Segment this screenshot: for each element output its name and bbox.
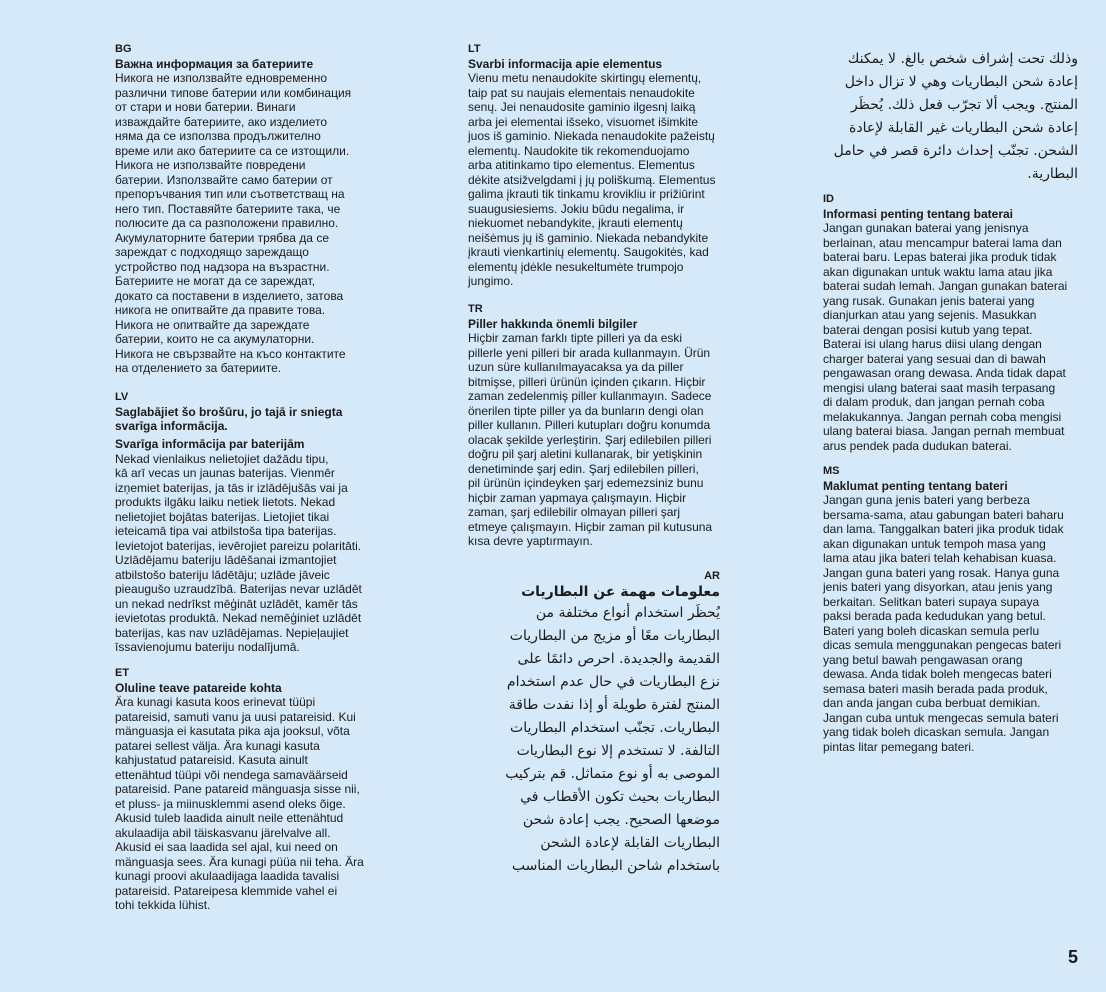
text-line: mänguasja sees. Ära kunagi püüa nii teha. Ära — [115, 854, 364, 869]
text-line: устройство под надзора на възрастни. — [115, 259, 330, 274]
text-line: zaman, şarj edilebilir olmayan pilleri şarj — [468, 505, 681, 519]
text-line: produkts ilgāku laiku netiek lietots. Nekad — [115, 495, 336, 509]
text-line: patarei sellest välja. Ära kunagi kasuta — [115, 738, 320, 753]
text-line: Jangan guna jenis bateri yang berbeza — [823, 493, 1030, 507]
section-body — [468, 71, 730, 289]
text-line: galima įkrauti tik tinkamu krovikliu ir prižiūrint — [468, 187, 705, 201]
text-line: yang tidak boleh dicaskan semula. Jangan — [823, 725, 1050, 739]
section-bg — [115, 42, 377, 376]
text-line: Hiçbir zaman farklı tipte pilleri ya da eski — [468, 331, 683, 345]
section-body — [458, 602, 720, 878]
text-line: Jangan gunakan baterai yang jenisnya — [823, 221, 1029, 235]
text-line: المنتج لفترة طويلة أو إذا نفدت طاقة — [508, 696, 720, 713]
text-line: denetiminde şarj edin. Şarj edilebilen pilleri, — [468, 461, 699, 476]
text-line: taip pat su naujais elementais nenaudokite — [468, 85, 695, 100]
text-line: pintas litar pemegang bateri. — [823, 739, 975, 754]
text-line: البطاريات معًا أو مزيج من البطاريات — [509, 627, 720, 644]
text-line: المنتج. ويجب ألا تجرّب فعل ذلك. يُحظَر — [851, 96, 1078, 113]
text-line: un nekad nedrīkst mēģināt uzlādēt, kamēr tās — [115, 596, 358, 611]
text-line: dan anda jangan cuba berbuat demikian. — [823, 696, 1041, 710]
text-line: įkrauti vienkartinių elementų. Saugokitės, kad — [468, 245, 709, 259]
text-line: Никога не използвайте едновременно — [115, 71, 328, 85]
text-line: Никога не свързвайте на късо контактите — [115, 346, 346, 361]
language-code: ET — [115, 667, 130, 679]
text-line: батерии. Използвайте само батерии от — [115, 172, 333, 187]
text-line: semasa bateri masih berada pada produk, — [823, 681, 1048, 696]
text-line: berlainan, atau mencampur baterai lama dan — [823, 235, 1062, 250]
section-ms — [823, 464, 1085, 754]
section-body — [115, 452, 377, 655]
section-intro — [115, 405, 377, 434]
text-line: dan lama. Tanggalkan bateri jika produk tidak — [823, 522, 1064, 536]
text-line: إعادة شحن البطاريات غير القابلة لإعادة — [849, 119, 1078, 136]
language-code: TR — [468, 303, 483, 315]
text-line: الموصى به أو نوع متماثل. قم بتركيب — [505, 765, 720, 782]
text-line: arba jei elementai išseko, visuomet išimkite — [468, 114, 699, 129]
section-title: Svarbi informacija apie elementus — [468, 56, 663, 71]
text-line: tohi tekkida lühist. — [115, 898, 211, 912]
text-line: няма да се използва продължително — [115, 129, 321, 143]
text-line: charger baterai yang sesuai dan di bawah — [823, 351, 1046, 366]
text-line: jungimo. — [468, 274, 514, 288]
text-line: kahjustatud patareisid. Kasuta ainult — [115, 753, 308, 767]
text-line: وذلك تحت إشراف شخص بالغ. لا يمكنك — [847, 50, 1078, 67]
text-line: olacak şekilde yerleştirin. Şarj edilebilen pilleri — [468, 432, 712, 447]
text-line: Bateri yang boleh dicaskan semula perlu — [823, 623, 1040, 638]
text-line: īssavienojumu bateriju nodalījumā. — [115, 640, 300, 654]
page-number: 5 — [1067, 947, 1078, 967]
text-line: mänguasja ei kasutata pika aja jooksul, võta — [115, 724, 350, 738]
text-line: Akusid tuleb laadida ainult neile ettenähtud — [115, 811, 344, 825]
text-line: svarīga informācija. — [115, 419, 228, 433]
section-title: Informasi penting tentang baterai — [823, 206, 1014, 221]
text-line: pengawasan orang dewasa. Anda tidak dapat — [823, 366, 1066, 380]
text-line: kunagi proovi akulaadijaga laadida tavalisi — [115, 869, 340, 883]
text-line: на отделението за батериите. — [115, 361, 282, 375]
text-line: ettenähtud tüüpi või nendega samaväärseid — [115, 767, 348, 782]
text-line: bersama-sama, atau gabungan bateri baharu — [823, 507, 1064, 522]
text-line: elementų įdėkle nesukeltumėte trumpojo — [468, 259, 684, 274]
text-line: senų. Jei nenaudosite gaminio ilgesnį laiką — [468, 100, 696, 114]
text-line: kısa devre yaptırmayın. — [468, 534, 593, 548]
text-line: البطارية. — [1027, 165, 1078, 182]
section-tr — [468, 302, 730, 549]
text-line: melakukannya. Jangan pernah coba mengisi — [823, 409, 1062, 424]
text-line: uzun süre kullanılmayacaksa ya da piller — [468, 360, 684, 374]
text-line: препоръчвания тип или съответстващ на — [115, 187, 345, 201]
text-line: نزع البطاريات في حال عدم استخدام — [506, 673, 720, 690]
text-line: докато са поставени в изделието, затова — [115, 288, 344, 303]
text-line: موضعها الصحيح. يجب إعادة شحن — [522, 811, 720, 828]
text-line: зареждат с подходящо зареждащо — [115, 245, 309, 259]
text-line: него тип. Поставяйте батериите така, че — [115, 201, 341, 216]
text-line: patareisid. Pane patareid mänguasja sisse nii, — [115, 782, 360, 796]
text-line: Акумулаторните батерии трябва да се — [115, 230, 329, 245]
text-line: Nekad vienlaikus nelietojiet dažādu tipu, — [115, 451, 329, 466]
text-line: elementų. Naudokite tik rekomenduojamo — [468, 143, 690, 158]
text-line: Батериите не могат да се зареждат, — [115, 274, 316, 288]
section-title: Piller hakkında önemli bilgiler — [468, 316, 638, 331]
text-line: Vienu metu nenaudokite skirtingų elementų, — [468, 71, 702, 85]
text-line: etmeye çalışmayın. Hiçbir zaman pil kutusuna — [468, 519, 713, 534]
section-body — [823, 493, 1085, 754]
section-ar — [458, 569, 720, 878]
text-line: Никога не използвайте повредени — [115, 158, 306, 172]
text-line: yang betul bawah pengawasan orang — [823, 652, 1023, 667]
text-line: различни типове батерии или комбинация — [115, 85, 352, 100]
text-line: ulang baterai biasa. Jangan pernah membuat — [823, 424, 1065, 438]
section-ar-continued — [816, 46, 1078, 186]
text-line: neišėmus jų iš gaminio. Niekada nebandykite — [468, 230, 709, 245]
text-line: piller kullanın. Pilleri kutupları doğru konumda — [468, 418, 711, 432]
language-code: MS — [823, 465, 840, 477]
text-line: pil ürünün içindeyken şarj edemezsiniz bunu — [468, 476, 704, 490]
text-line: التالفة. لا تستخدم إلا نوع البطاريات — [516, 742, 720, 759]
text-line: berkaitan. Selitkan bateri supaya supaya — [823, 594, 1040, 609]
text-line: полюсите да са разположени правилно. — [115, 216, 339, 230]
text-line: baterai sudah lemah. Jangan gunakan baterai — [823, 279, 1068, 293]
section-title: معلومات مهمة عن البطاريات — [521, 583, 720, 600]
text-line: önerilen tipte piller ya da bunların dengi olan — [468, 403, 704, 418]
text-line: baterai baru. Lepas baterai jika produk tidak — [823, 250, 1057, 264]
language-code: ID — [823, 193, 834, 205]
section-et — [115, 666, 377, 913]
text-line: mengisi ulang baterai saat masih terpasang — [823, 380, 1056, 395]
text-line: akan digunakan untuk tempoh masa yang — [823, 536, 1046, 551]
text-line: akulaadija abil täiskasvanu järelvalve all. — [115, 825, 331, 840]
text-line: Никога не опитвайте да зареждате — [115, 317, 310, 332]
text-line: البطاريات. تجنّب استخدام البطاريات — [510, 719, 720, 736]
text-line: arus pendek pada dudukan baterai. — [823, 438, 1012, 453]
text-line: bitmişse, pilleri ürünün içinden çıkarın. Hiçbir — [468, 374, 706, 389]
text-line: kā arī vecas un jaunas baterijas. Vienmēr — [115, 466, 335, 480]
text-line: pieaugušo uzraudzībā. Baterijas nevar uzlādēt — [115, 582, 362, 596]
section-lv — [115, 390, 377, 655]
text-line: patareisid. Patareipesa klemmide vahel ei — [115, 883, 338, 898]
language-code: LT — [468, 43, 481, 55]
section-body — [115, 71, 377, 376]
text-line: baterai dengan posisi kutub yang tepat. — [823, 322, 1033, 337]
text-line: juos iš gaminio. Niekada nenaudokite pažeistų — [468, 129, 715, 143]
text-line: Saglabājiet šo brošūru, jo tajā ir sniegta — [115, 404, 343, 419]
section-title: Maklumat penting tentang bateri — [823, 478, 1008, 493]
text-line: doğru pil şarj aletini kullanarak, bir yetişkinin — [468, 447, 703, 461]
text-line: dėkite atsižvelgdami į jų poliškumą. Elementus — [468, 172, 716, 187]
text-line: ievietotas produktā. Nekad nemēģiniet uzlādēt — [115, 611, 362, 625]
text-line: البطاريات بحيث تكون الأقطاب في — [520, 788, 720, 805]
text-line: البطاريات القابلة لإعادة الشحن — [540, 834, 720, 851]
section-title: Важна информация за батериите — [115, 56, 314, 71]
text-line: إعادة شحن البطاريات وهي لا تزال داخل — [844, 73, 1078, 90]
text-line: et pluss- ja miinusklemmi asend oleks õige. — [115, 796, 346, 811]
language-code: BG — [115, 43, 132, 55]
text-line: Jangan cuba untuk mengecas semula bateri — [823, 710, 1059, 725]
text-line: pillerle yeni pilleri bir arada kullanmayın. Ürün — [468, 345, 711, 360]
text-line: baterijas, kas nav uzlādējamas. Nepieļaujiet — [115, 625, 349, 640]
text-line: yang rusak. Gunakan jenis baterai yang — [823, 293, 1035, 308]
text-line: Jangan guna bateri yang rosak. Hanya guna — [823, 565, 1060, 580]
text-line: изваждайте батериите, ако изделието — [115, 114, 328, 129]
text-line: atbilstošo bateriju lādētāju; uzlāde jāveic — [115, 567, 330, 582]
text-line: Ievietojot baterijas, ievērojiet pareizu polaritāti. — [115, 538, 362, 553]
text-line: di dalam produk, dan jangan pernah coba — [823, 395, 1045, 409]
text-line: Uzlādējamu bateriju lādēšanai izmantojiet — [115, 553, 337, 567]
text-line: време или ако батериите са се изтощили. — [115, 143, 350, 158]
text-line: arba atitinkamo tipo elementus. Elementus — [468, 158, 695, 172]
text-line: jenis bateri yang disyorkan, atau jenis yang — [823, 580, 1053, 594]
language-code: AR — [704, 570, 720, 582]
language-code: LV — [115, 391, 129, 403]
section-body — [823, 221, 1085, 453]
text-line: Baterai isi ulang harus diisi ulang dengan — [823, 337, 1042, 351]
text-line: patareisid, samuti vanu ja uusi patareisid. Kui — [115, 709, 356, 724]
text-line: izņemiet baterijas, ja tās ir izlādējušās vai ja — [115, 480, 348, 495]
text-line: akan digunakan untuk waktu lama atau jika — [823, 264, 1053, 279]
text-line: يُحظَر استخدام أنواع مختلفة من — [535, 604, 720, 621]
text-line: dianjurkan atau yang sejenis. Masukkan — [823, 308, 1037, 322]
text-line: ieteicamā tipa vai atbilstoša tipa baterijas. — [115, 524, 337, 538]
text-line: niekuomet nebandykite, įkrauti elementų — [468, 216, 683, 230]
text-line: от стари и нови батерии. Винаги — [115, 100, 296, 114]
text-line: nelietojiet bojātas baterijas. Lietojiet tikai — [115, 509, 330, 524]
text-line: Ära kunagi kasuta koos erinevat tüüpi — [115, 695, 316, 709]
text-line: dewasa. Anda tidak boleh mengecas bateri — [823, 667, 1052, 681]
text-line: zaman zedelenmiş piller kullanmayın. Sadece — [468, 389, 712, 403]
text-line: батерии, които не са акумулаторни. — [115, 332, 315, 346]
text-line: باستخدام شاحن البطاريات المناسب — [511, 857, 720, 874]
text-line: القديمة والجديدة. احرص دائمًا على — [517, 650, 720, 667]
section-title: Svarīga informācija par baterijām — [115, 437, 305, 451]
section-body — [115, 695, 377, 913]
text-line: الشحن. تجنّب إحداث دائرة قصر في حامل — [833, 142, 1078, 159]
section-body — [816, 48, 1078, 186]
text-line: hiçbir zaman yapmaya çalışmayın. Hiçbir — [468, 490, 687, 505]
section-lt — [468, 42, 730, 289]
text-line: dicas semula menggunakan pengecas bateri — [823, 638, 1062, 652]
text-line: Akusid ei saa laadida sel ajal, kui need on — [115, 840, 338, 854]
text-line: paksi berada pada kedudukan yang betul. — [823, 609, 1046, 623]
text-line: lama atau jika bateri telah kehabisan kuasa. — [823, 551, 1057, 565]
text-line: suaugusiesiems. Jokiu būdu negalima, ir — [468, 201, 685, 216]
section-title: Oluline teave patareide kohta — [115, 680, 282, 695]
text-line: никога не опитвайте да правите това. — [115, 303, 326, 317]
section-body — [468, 331, 730, 549]
section-id — [823, 192, 1085, 453]
